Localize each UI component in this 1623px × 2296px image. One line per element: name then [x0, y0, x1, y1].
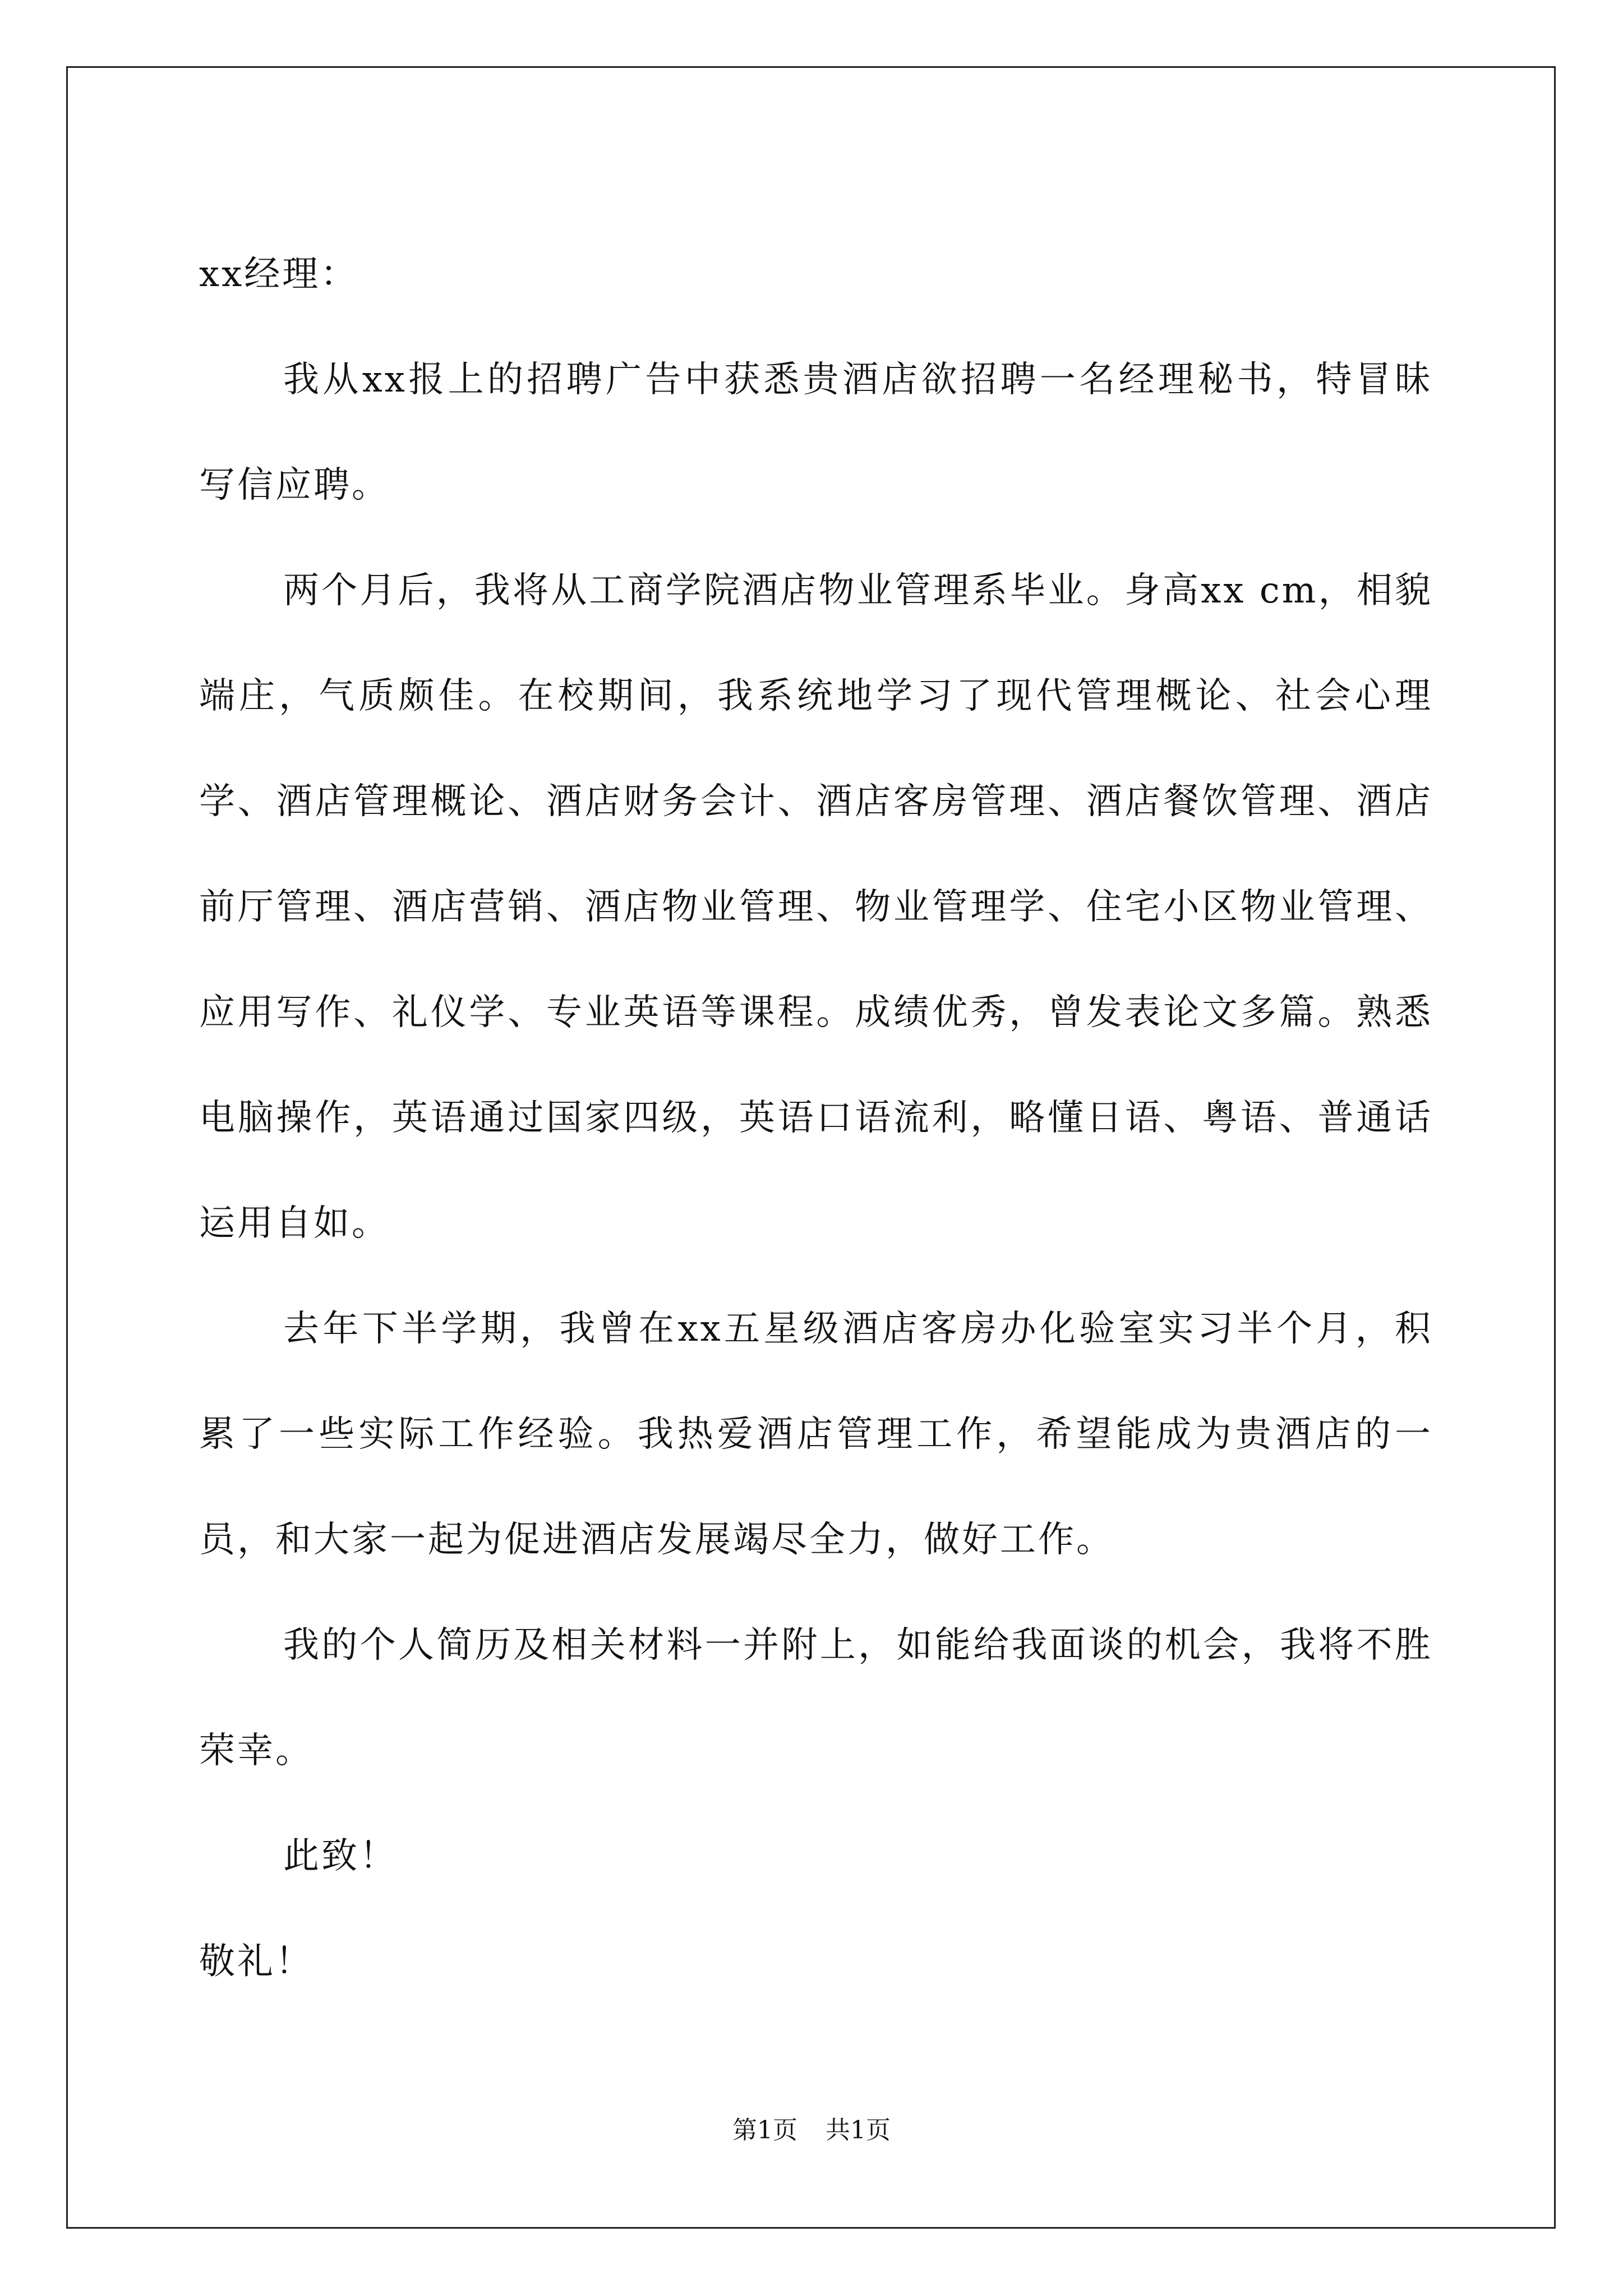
- regards-phrase: 敬礼！: [199, 1941, 313, 1982]
- salutation: xx经理：: [199, 254, 359, 295]
- page-number-total: 共1页: [826, 2116, 891, 2145]
- closing-phrase: 此致！: [283, 1835, 398, 1877]
- page-footer: [0, 2114, 1623, 2147]
- paragraph-experience: 去年下半学期，我曾在xx五星级酒店客房办化验室实习半个月，积累了一些实际工作经验。我热爱酒店管理工作，希望能成为贵酒店的一员，和大家一起为促进酒店发展竭尽全力，做好工作。: [199, 1308, 1433, 1561]
- page-number-current: 第1页: [732, 2116, 797, 2145]
- paragraph-attachment: 我的个人简历及相关材料一并附上，如能给我面谈的机会，我将不胜荣幸。: [199, 1625, 1433, 1772]
- letter-body: [199, 222, 1433, 2014]
- paragraph-intro: 我从xx报上的招聘广告中获悉贵酒店欲招聘一名经理秘书，特冒昧写信应聘。: [199, 359, 1433, 506]
- paragraph-education: 两个月后，我将从工商学院酒店物业管理系毕业。身高xx cm，相貌端庄，气质颇佳。在校期间，我系统地学习了现代管理概论、社会心理学、酒店管理概论、酒店财务会计、酒店客房管理、酒店餐饮管理、酒店前厅管理、酒店营销、酒店物业管理、物业管理学、住宅小区物业管理、应用写作、礼仪学、专业英语等课程。成绩优秀，曾发表论文多篇。熟悉电脑操作，英语通过国家四级，英语口语流利，略懂日语、粤语、普通话运用自如。: [199, 570, 1433, 1244]
